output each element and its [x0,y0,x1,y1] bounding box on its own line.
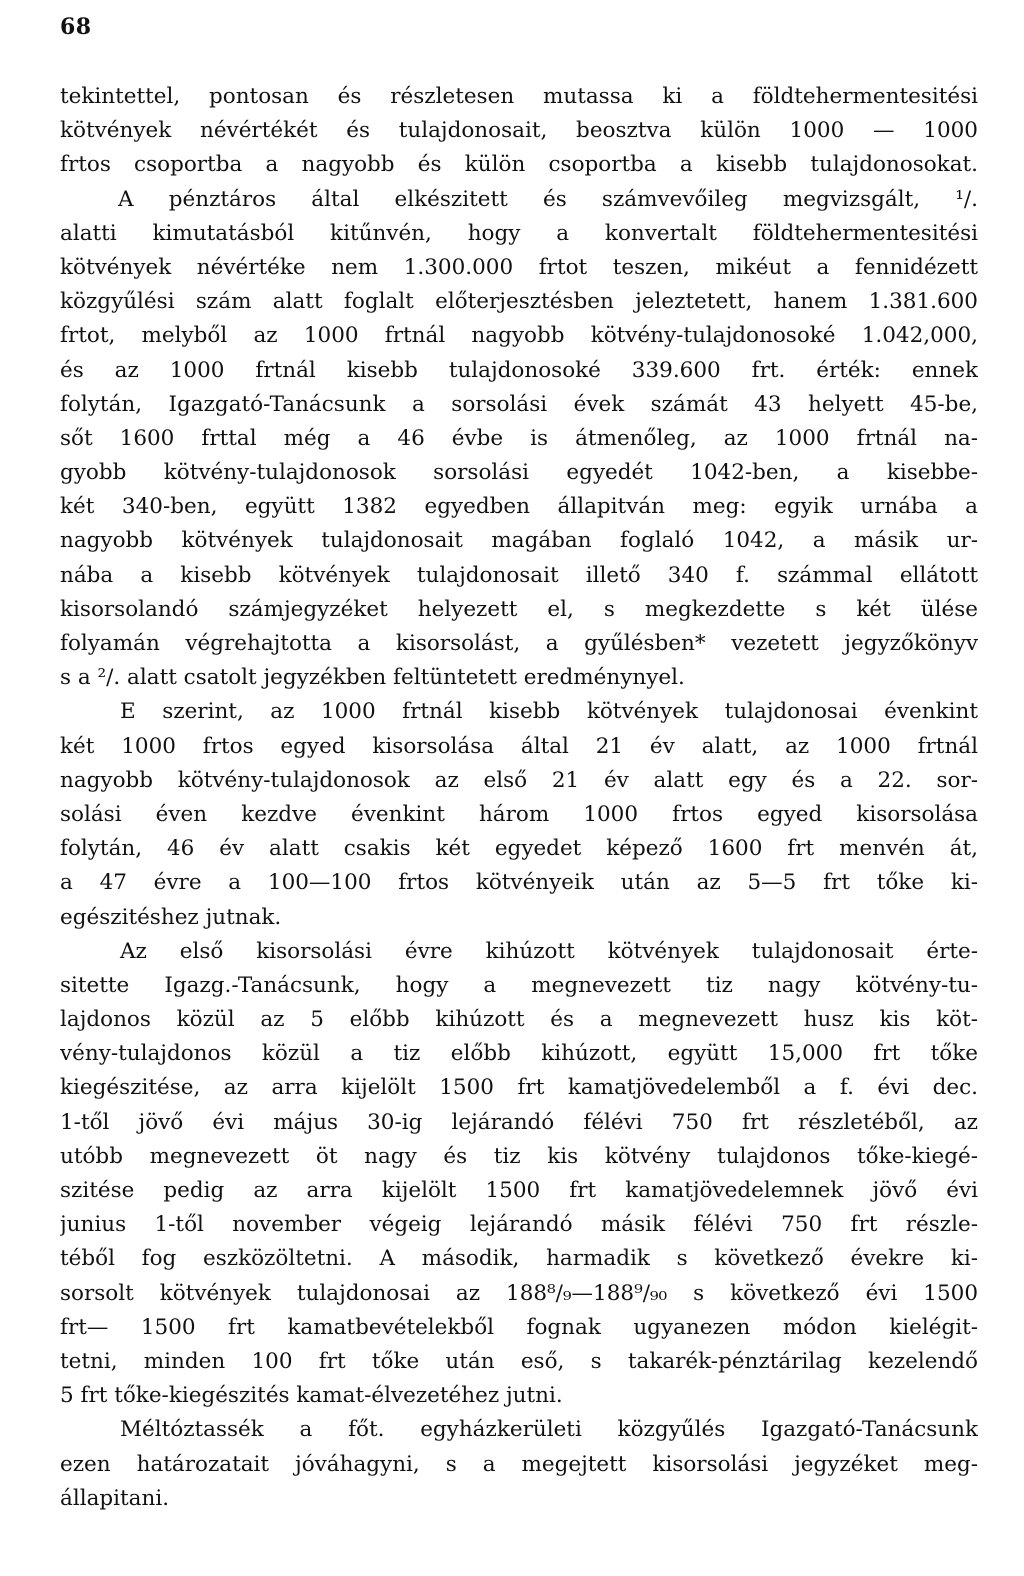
text-line: sorsolt kötvények tulajdonosai az 188⁸/₉—188⁹/₉₀ s következő évi 1500 [60,1280,978,1306]
text-line: 5 frt tőke-kiegészités kamat-élvezetéhez jutni. [60,1383,563,1409]
text-line: E szerint, az 1000 frtnál kisebb kötvények tulajdonosai évenkint [120,699,978,725]
text-line: lajdonos közül az 5 előbb kihúzott és a megnevezett husz kis köt- [60,1007,978,1033]
text-line: közgyűlési szám alatt foglalt előterjesztésben jeleztetett, hanem 1.381.600 [60,289,978,315]
text-line: folytán, Igazgató-Tanácsunk a sorsolási évek számát 43 helyett 45-be, [60,391,978,417]
text-line: kötvények névértéke nem 1.300.000 frtot teszen, mikéut a fennidézett [60,254,978,280]
body-text [60,80,978,1516]
text-line: frt— 1500 frt kamatbevételekből fognak ugyanezen módon kielégit- [60,1314,978,1340]
text-line: folytán, 46 év alatt csakis két egyedet képező 1600 frt menvén át, [60,836,978,862]
text-line: két 340-ben, együtt 1382 egyedben állapitván meg: egyik urnába a [60,494,978,520]
text-line: tekintettel, pontosan és részletesen mutassa ki a földtehermentesitési [60,84,978,109]
text-line: kisorsolandó számjegyzéket helyezett el, s megkezdette s két ülése [60,596,978,622]
text-line: kötvények névértékét és tulajdonosait, beosztva külön 1000 — 1000 [60,118,978,144]
text-line: alatti kimutatásból kitűnvén, hogy a konvertalt földtehermentesitési [60,220,978,246]
text-line: solási éven kezdve évenkint három 1000 frtos egyed kisorsolása [60,801,978,827]
text-line: tetni, minden 100 frt tőke után eső, s takarék-pénztárilag kezelendő [60,1348,978,1374]
text-line: a 47 évre a 100—100 frtos kötvényeik után az 5—5 frt tőke ki- [60,870,978,896]
text-line: gyobb kötvény-tulajdonosok sorsolási egyedét 1042-ben, a kisebbe- [60,460,978,486]
text-line: szitése pedig az arra kijelölt 1500 frt kamatjövedelemnek jövő évi [60,1178,978,1203]
text-line: ezen határozatait jóváhagyni, s a megejtett kisorsolási jegyzéket meg- [60,1451,978,1477]
text-line: két 1000 frtos egyed kisorsolása által 21 év alatt, az 1000 frtnál [60,733,978,759]
text-line: frtot, melyből az 1000 frtnál nagyobb kötvény-tulajdonosoké 1.042,000, [60,323,978,349]
text-line: sitette Igazg.-Tanácsunk, hogy a megnevezett tiz nagy kötvény-tu- [60,972,978,998]
text-line: junius 1-től november végeig lejárandó másik félévi 750 frt részle- [60,1212,978,1238]
text-line: Az első kisorsolási évre kihúzott kötvények tulajdonosait érte- [120,938,978,964]
text-line: nagyobb kötvény-tulajdonosok az első 21 év alatt egy és a 22. sor- [60,767,978,793]
text-line: és az 1000 frtnál kisebb tulajdonosoké 339.600 frt. érték: ennek [60,357,978,383]
text-line: téből fog eszközöltetni. A második, harmadik s következő évekre ki- [60,1246,978,1272]
text-line: nagyobb kötvények tulajdonosait magában foglaló 1042, a másik ur- [60,528,978,554]
text-line: nába a kisebb kötvények tulajdonosait illető 340 f. számmal ellátott [60,562,978,588]
text-line: egészitéshez jutnak. [60,904,282,930]
text-line: Méltóztassék a főt. egyházkerületi közgyűlés Igazgató-Tanácsunk [120,1417,978,1443]
text-line: folyamán végrehajtotta a kisorsolást, a gyűlésben* vezetett jegyzőkönyv [60,631,978,656]
text-line: sőt 1600 frttal még a 46 évbe is átmenőleg, az 1000 frtnál na- [60,425,978,451]
text-line: állapitani. [60,1485,170,1511]
text-line: kiegészitése, az arra kijelölt 1500 frt kamatjövedelemből a f. évi dec. [60,1075,978,1101]
text-line: frtos csoportba a nagyobb és külön csoportba a kisebb tulajdonosokat. [60,152,978,178]
text-line: A pénztáros által elkészitett és számvevőileg megvizsgált, ¹/. [118,186,978,212]
text-line: 1-től jövő évi május 30-ig lejárandó félévi 750 frt részletéből, az [60,1109,978,1135]
text-line: s a ²/. alatt csatolt jegyzékben feltüntetett eredménynyel. [60,665,685,691]
page-number: 68 [60,14,92,40]
text-line: utóbb megnevezett öt nagy és tiz kis kötvény tulajdonos tőke-kiegé- [60,1143,978,1169]
text-line: vény-tulajdonos közül a tiz előbb kihúzott, együtt 15,000 frt tőke [60,1041,978,1067]
